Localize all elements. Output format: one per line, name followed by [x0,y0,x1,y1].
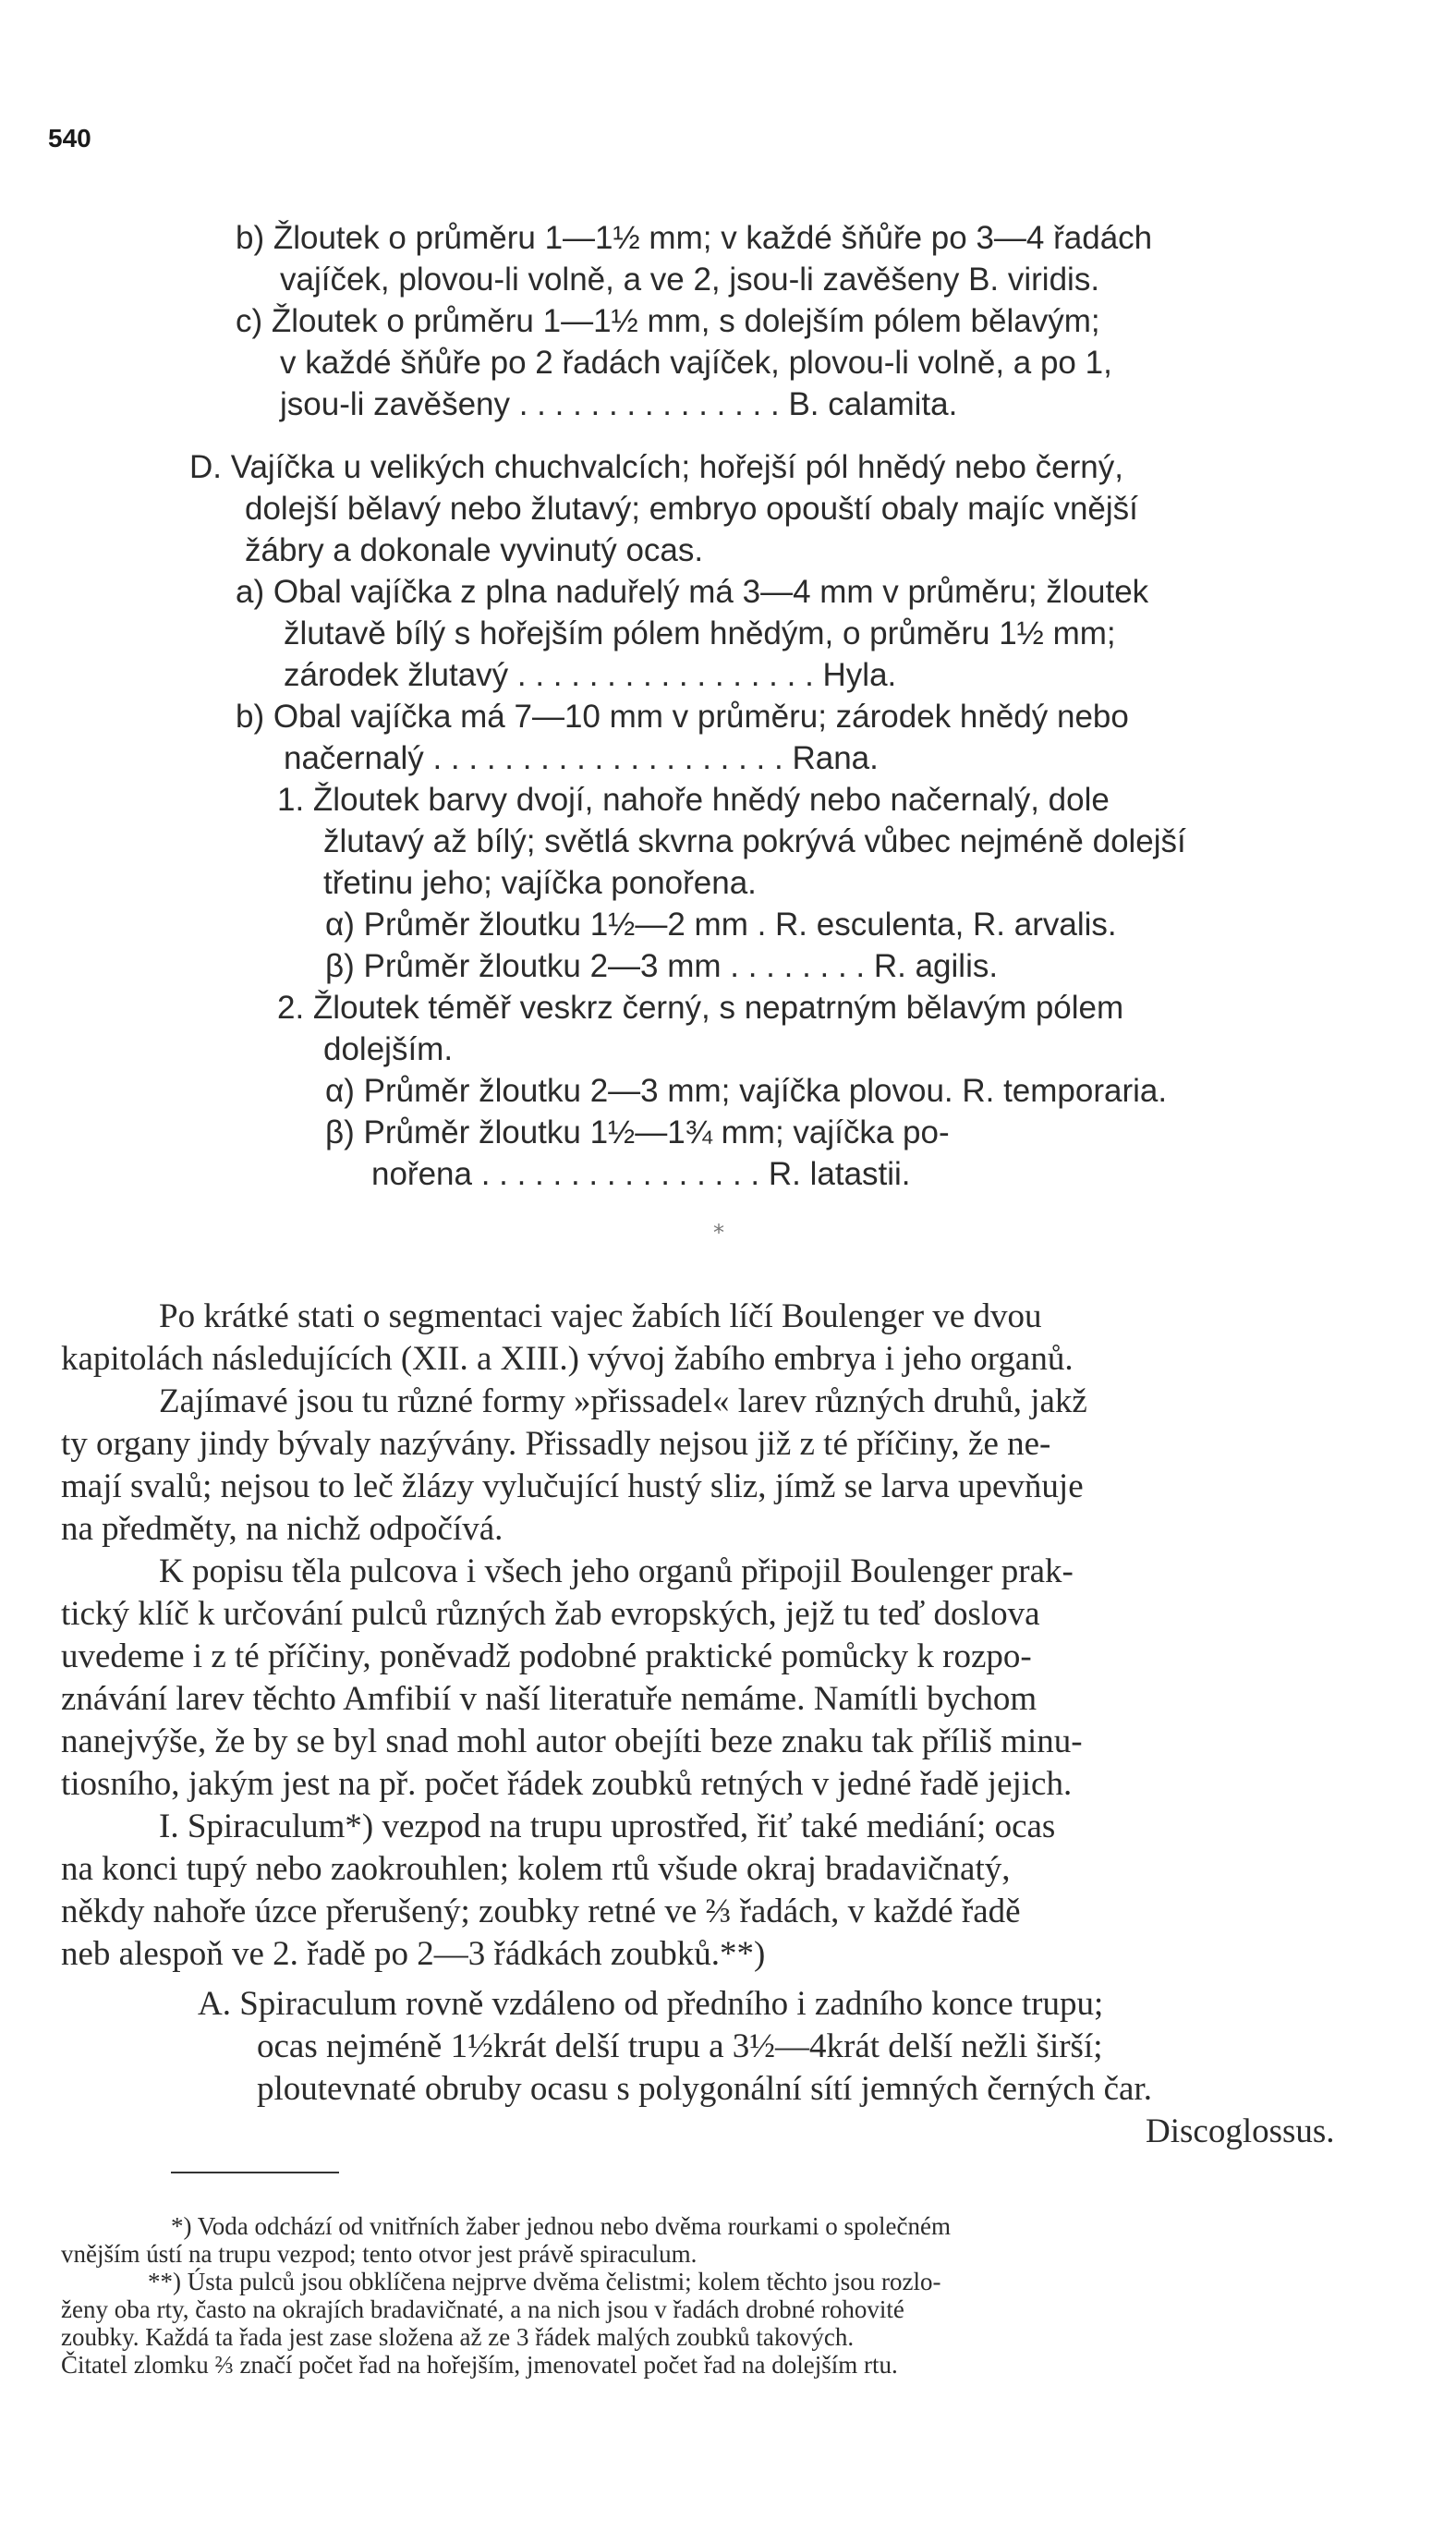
key-line: nořena . . . . . . . . . . . . . . . . R. latastii. [371,1156,911,1192]
footnote-line: zoubky. Každá ta řada jest zase složena až ze 3 řádek malých zoubků takových. [61,2323,855,2351]
key-line: v každé šňůře po 2 řadách vajíček, plovou-li volně, a po 1, [280,345,1112,381]
paragraph-line: mají svalů; nejsou to leč žlázy vylučující hustý sliz, jímž se larva upevňuje [61,1467,1084,1505]
footnote-line: **) Ústa pulců jsou obklíčena nejprve dvěma čelistmi; kolem těchto jsou rozlo- [148,2268,941,2295]
footnote-line: *) Voda odchází od vnitřních žaber jednou nebo dvěma rourkami o společném [171,2212,952,2240]
key-line: D. Vajíčka u velikých chuchvalcích; hořejší pól hnědý nebo černý, [189,449,1123,485]
key-line: dolejší bělavý nebo žlutavý; embryo opouští obaly majíc vnější [245,491,1138,527]
paragraph-line: Discoglossus. [1146,2112,1335,2150]
key-line: žábry a dokonale vyvinutý ocas. [245,532,704,568]
key-line: žlutavý až bílý; světlá skvrna pokrývá vůbec nejméně dolejší [323,823,1186,859]
key-line: 2. Žloutek téměř veskrz černý, s nepatrným bělavým pólem [277,990,1124,1026]
paragraph-line: kapitolách následujících (XII. a XIII.) vývoj žabího embrya i jeho organů. [61,1340,1074,1378]
key-line: α) Průměr žloutku 2—3 mm; vajíčka plovou. R. temporaria. [325,1073,1168,1109]
paragraph-line: na konci tupý nebo zaokrouhlen; kolem rtů všude okraj bradavičnatý, [61,1850,1011,1888]
key-line: třetinu jeho; vajíčka ponořena. [323,865,757,901]
paragraph-line: tický klíč k určování pulců různých žab evropských, jejž tu teď doslova [61,1595,1040,1633]
paragraph-line: Zajímavé jsou tu různé formy »přissadel« larev různých druhů, jakž [159,1382,1087,1420]
page-number: 540 [48,124,91,152]
key-line: c) Žloutek o průměru 1—1½ mm, s dolejším pólem bělavým; [236,303,1100,339]
key-line: jsou-li zavěšeny . . . . . . . . . . . . . . . B. calamita. [280,386,958,422]
key-line: zárodek žlutavý . . . . . . . . . . . . . . . . . Hyla. [284,657,897,693]
key-line: b) Obal vajíčka má 7—10 mm v průměru; zárodek hnědý nebo [236,699,1129,735]
key-line: vajíček, plovou-li volně, a ve 2, jsou-li zavěšeny B. viridis. [280,262,1100,298]
footnote-line: vnějším ústí na trupu vezpod; tento otvor jest právě spiraculum. [61,2240,698,2268]
key-line: β) Průměr žloutku 2—3 mm . . . . . . . . R. agilis. [325,948,999,984]
paragraph-line: Po krátké stati o segmentaci vajec žabích líčí Boulenger ve dvou [159,1297,1042,1335]
paragraph-line: ty organy jindy bývaly nazývány. Přissadly nejsou již z té příčiny, že ne- [61,1425,1051,1463]
paragraph-line: I. Spiraculum*) vezpod na trupu uprostřed, řiť také mediání; ocas [159,1808,1056,1845]
key-line: α) Průměr žloutku 1½—2 mm . R. esculenta, R. arvalis. [325,907,1117,943]
key-line: b) Žloutek o průměru 1—1½ mm; v každé šňůře po 3—4 řadách [236,220,1153,256]
key-line: 1. Žloutek barvy dvojí, nahoře hnědý nebo načernalý, dole [277,782,1110,818]
paragraph-line: nanejvýše, že by se byl snad mohl autor obejíti beze znaku tak příliš minu- [61,1722,1083,1760]
key-line: načernalý . . . . . . . . . . . . . . . . . . . . Rana. [284,740,879,776]
footnote-line: Čitatel zlomku ⅔ značí počet řad na hořejším, jmenovatel počet řad na dolejším rtu. [61,2351,898,2379]
paragraph-line: znávání larev těchto Amfibií v naší literatuře nemáme. Namítli bychom [61,1680,1037,1718]
footnote-rule [171,2172,339,2173]
footnote-line: ženy oba rty, často na okrajích bradavičnaté, a na nich jsou v řadách drobné rohovité [61,2295,904,2323]
paragraph-line: ploutevnaté obruby ocasu s polygonální sítí jemných černých čar. [257,2070,1152,2108]
paragraph-line: uvedeme i z té příčiny, poněvadž podobné praktické pomůcky k rozpo- [61,1637,1032,1675]
key-line: a) Obal vajíčka z plna naduřelý má 3—4 mm v průměru; žloutek [236,574,1149,610]
key-line: β) Průměr žloutku 1½—1¾ mm; vajíčka po- [325,1114,950,1150]
paragraph-line: tiosního, jakým jest na př. počet řádek zoubků retných v jedné řadě jejich. [61,1765,1073,1803]
key-line: žlutavě bílý s hořejším pólem hnědým, o průměru 1½ mm; [284,615,1116,651]
paragraph-line: K popisu těla pulcova i všech jeho organů připojil Boulenger prak- [159,1552,1074,1590]
key-line: dolejším. [323,1031,454,1067]
paragraph-line: někdy nahoře úzce přerušený; zoubky retné ve ⅔ řadách, v každé řadě [61,1893,1021,1930]
paragraph-line: A. Spiraculum rovně vzdáleno od předního i zadního konce trupu; [198,1985,1104,2023]
paragraph-line: ocas nejméně 1½krát delší trupu a 3½—4krát delší nežli širší; [257,2027,1103,2065]
section-separator: * [713,1220,724,1246]
paragraph-line: neb alespoň ve 2. řadě po 2—3 řádkách zoubků.**) [61,1935,766,1973]
paragraph-line: na předměty, na nichž odpočívá. [61,1510,504,1548]
